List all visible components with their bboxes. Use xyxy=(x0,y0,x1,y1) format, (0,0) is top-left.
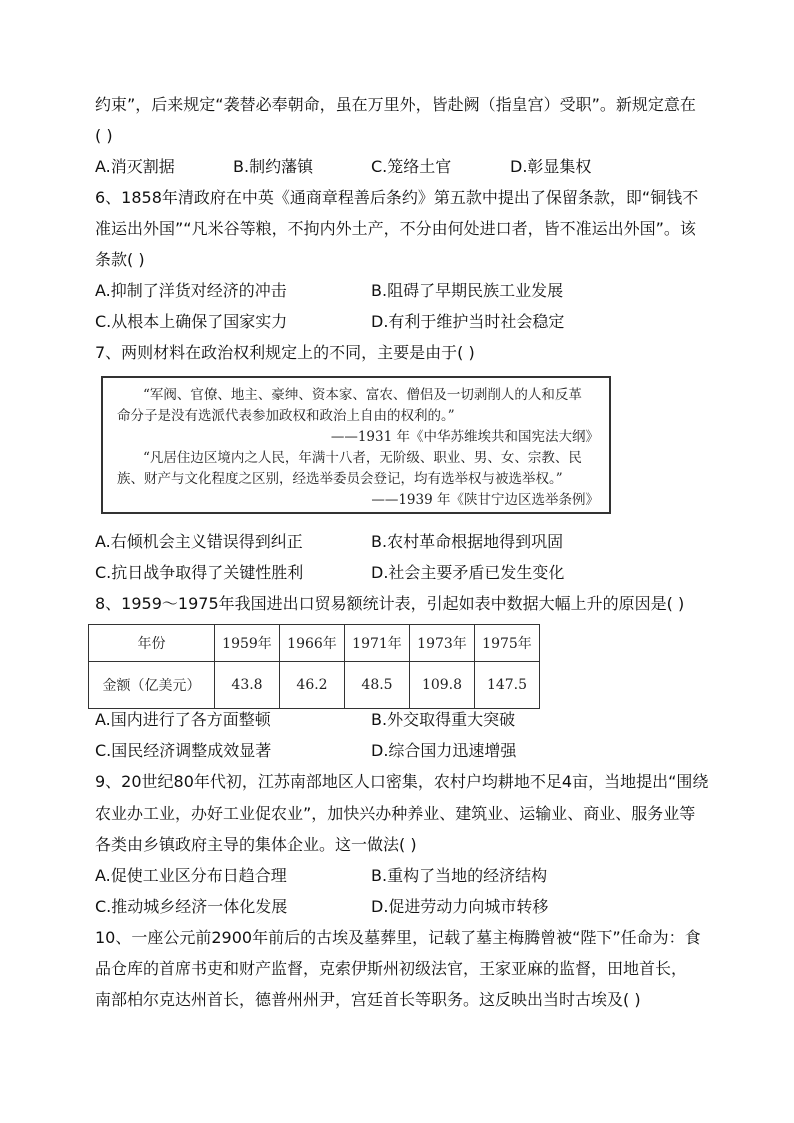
q10-stem-line-3: 南部柏尔克达州首长，德普州州尹，宫廷首长等职务。这反映出当时古埃及( ) xyxy=(95,990,641,1009)
table-year-cell: 1966年 xyxy=(280,625,345,662)
q5-option-d: D.彰显集权 xyxy=(510,157,592,176)
q7-material-box xyxy=(101,376,611,514)
q7-material-source-1: ——1931 年《中华苏维埃共和国宪法大纲》 xyxy=(330,429,599,445)
q9-stem-line-1: 9、20世纪80年代初，江苏南部地区人口密集，农村户均耕地不足4亩，当地提出“围绕 xyxy=(95,772,709,791)
q9-option-b: B.重构了当地的经济结构 xyxy=(371,866,548,885)
table-value-row xyxy=(89,662,540,709)
q6-option-a: A.抑制了洋货对经济的冲击 xyxy=(95,281,287,300)
q6-option-d: D.有利于维护当时社会稳定 xyxy=(371,312,565,331)
q6-stem-line-1: 6、1858年清政府在中英《通商章程善后条约》第五款中提出了保留条款，即“铜钱不 xyxy=(95,188,699,207)
table-value-cell: 147.5 xyxy=(475,662,540,709)
table-value-cell: 109.8 xyxy=(410,662,475,709)
table-header-row xyxy=(89,625,540,662)
q6-option-b: B.阻碍了早期民族工业发展 xyxy=(371,281,564,300)
q6-stem-line-3: 条款( ) xyxy=(95,250,145,269)
q9-option-d: D.促进劳动力向城市转移 xyxy=(371,897,549,916)
q6-option-c: C.从根本上确保了国家实力 xyxy=(95,312,288,331)
q10-stem-line-2: 品仓库的首席书吏和财产监督，克索伊斯州初级法官，王家亚麻的监督，田地首长， xyxy=(95,959,688,978)
q7-option-c: C.抗日战争取得了关键性胜利 xyxy=(95,563,304,582)
q9-stem-line-3: 各类由乡镇政府主导的集体企业。这一做法( ) xyxy=(95,835,417,854)
q5-stem-line-2: ( ) xyxy=(95,126,113,145)
q6-stem-line-2: 准运出外国”“凡米谷等粮，不拘内外土产，不分由何处进口者，皆不准运出外国”。该 xyxy=(95,219,696,238)
q7-option-a: A.右倾机会主义错误得到纠正 xyxy=(95,532,303,551)
q8-option-a: A.国内进行了各方面整顿 xyxy=(95,710,271,729)
table-header-label: 年份 xyxy=(89,625,215,662)
trade-statistics-table xyxy=(88,624,540,709)
q9-stem-line-2: 农业办工业，办好工业促农业”，加快兴办种养业、建筑业、运输业、商业、服务业等 xyxy=(95,804,696,823)
q5-option-a: A.消灭割据 xyxy=(95,157,175,176)
table-year-cell: 1975年 xyxy=(475,625,540,662)
q10-stem-line-1: 10、一座公元前2900年前后的古埃及墓葬里，记载了墓主梅腾曾被“陛下”任命为：食 xyxy=(95,928,701,947)
table-value-cell: 43.8 xyxy=(215,662,280,709)
q9-option-a: A.促使工业区分布日趋合理 xyxy=(95,866,287,885)
table-row-label: 金额（亿美元） xyxy=(89,662,215,709)
table-value-cell: 48.5 xyxy=(345,662,410,709)
table-value-cell: 46.2 xyxy=(280,662,345,709)
q5-option-b: B.制约藩镇 xyxy=(233,157,314,176)
q7-material-p1-line-1: “军阀、官僚、地主、豪绅、资本家、富农、僧侣及一切剥削人的人和反革 xyxy=(143,387,582,403)
q7-material-p2-line-2: 族、财产与文化程度之区别，经选举委员会登记，均有选举权与被选举权。” xyxy=(117,471,563,487)
q7-stem: 7、两则材料在政治权利规定上的不同，主要是由于( ) xyxy=(95,343,475,362)
q7-option-d: D.社会主要矛盾已发生变化 xyxy=(371,563,565,582)
q7-material-source-2: ——1939 年《陕甘宁边区选举条例》 xyxy=(371,492,599,508)
table-year-cell: 1959年 xyxy=(215,625,280,662)
q8-stem: 8、1959～1975年我国进出口贸易额统计表，引起如表中数据大幅上升的原因是( ) xyxy=(95,594,685,613)
q9-option-c: C.推动城乡经济一体化发展 xyxy=(95,897,288,916)
q8-option-d: D.综合国力迅速增强 xyxy=(371,741,517,760)
q8-option-b: B.外交取得重大突破 xyxy=(371,710,516,729)
q7-material-p1-line-2: 命分子是没有选派代表参加政权和政治上自由的权利的。” xyxy=(117,408,455,424)
q5-stem-line-1: 约束”，后来规定“袭替必奉朝命，虽在万里外，皆赴阙（指皇宫）受职”。新规定意在 xyxy=(95,95,696,114)
q7-option-b: B.农村革命根据地得到巩固 xyxy=(371,532,564,551)
q7-material-p2-line-1: “凡居住边区境内之人民，年满十八者，无阶级、职业、男、女、宗教、民 xyxy=(143,450,582,466)
q5-option-c: C.笼络土官 xyxy=(371,157,452,176)
table-year-cell: 1973年 xyxy=(410,625,475,662)
table-year-cell: 1971年 xyxy=(345,625,410,662)
q8-option-c: C.国民经济调整成效显著 xyxy=(95,741,272,760)
